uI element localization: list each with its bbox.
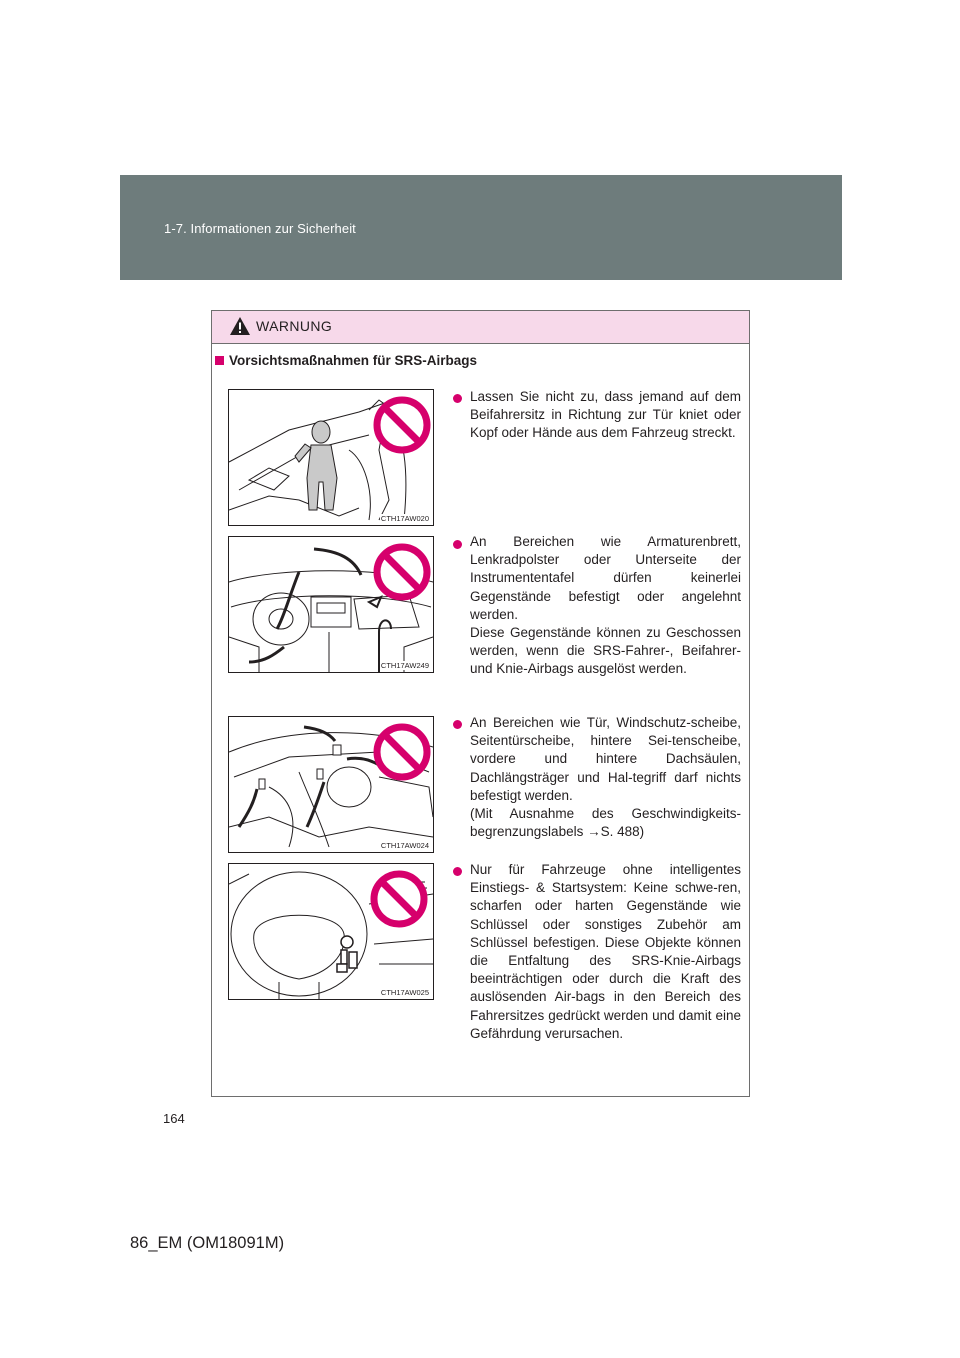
bullet-icon — [453, 394, 462, 403]
warning-item-text-continued: (Mit Ausnahme des Geschwindigkeits-begrenzungslabels →S. 488) — [470, 806, 741, 840]
warning-header — [212, 311, 749, 344]
document-code: 86_EM (OM18091M) — [130, 1234, 285, 1252]
warning-item-text-continued: Diese Gegenstände können zu Geschossen werden, wenn die SRS-Fahrer-, Beifahrer- und Knie-Airbags ausgelöst werden. — [470, 625, 741, 677]
warning-triangle-icon — [229, 316, 251, 336]
bullet-icon — [453, 867, 462, 876]
image-code: CTH17AW025 — [380, 988, 429, 997]
warning-item-text: An Bereichen wie Armaturenbrett, Lenkradpolster oder Unterseite der Instrumententafel dürfen keinerlei Gegenstände befestigt oder angelehnt werden. — [470, 534, 741, 622]
image-code: CTH17AW024 — [380, 841, 429, 850]
warning-item-text: Lassen Sie nicht zu, dass jemand auf dem Beifahrersitz in Richtung zur Tür kniet oder Kopf oder Hände aus dem Fahrzeug streckt. — [470, 389, 741, 441]
square-bullet-icon — [215, 356, 224, 365]
warning-title: WARNUNG — [256, 318, 333, 334]
illustration-dashboard-objects — [228, 536, 434, 673]
illustration-interior-objects — [228, 716, 434, 853]
image-code: CTH17AW020 — [380, 514, 429, 523]
illustration-key-accessories — [228, 863, 434, 1000]
warning-item-text: Nur für Fahrzeuge ohne intelligentes Einstiegs- & Startsystem: Keine schwe-ren, scharfen oder harten Gegenstände wie Schlüssel oder sonstiges Zubehör am Schlüssel befestigen. Diese Objekte können die Entfaltung des SRS-Knie-Airbags beeinträchtigen oder durch die Kraft des auslösenden Air-bags in den Bereich des Fahrersitzes gedrückt werden und damit eine Gefährdung verursachen. — [470, 862, 741, 1041]
bullet-icon — [453, 540, 462, 549]
warning-item-text-block — [470, 533, 741, 679]
illustration-passenger-kneeling — [228, 389, 434, 526]
bullet-icon — [453, 720, 462, 729]
image-code: CTH17AW249 — [380, 661, 429, 670]
page-number: 164 — [163, 1111, 185, 1126]
warning-item-text: An Bereichen wie Tür, Windschutz-scheibe, Seitentürscheibe, hintere Sei-tenscheibe, vordere und hintere Dachsäulen, Dachlängsträger und Hal-tegriff darf nichts befestigt werden. — [470, 715, 741, 803]
section-title: 1-7. Informationen zur Sicherheit — [164, 221, 356, 236]
warning-item-text-block — [470, 714, 741, 841]
warning-subheading: Vorsichtsmaßnahmen für SRS-Airbags — [215, 353, 477, 368]
